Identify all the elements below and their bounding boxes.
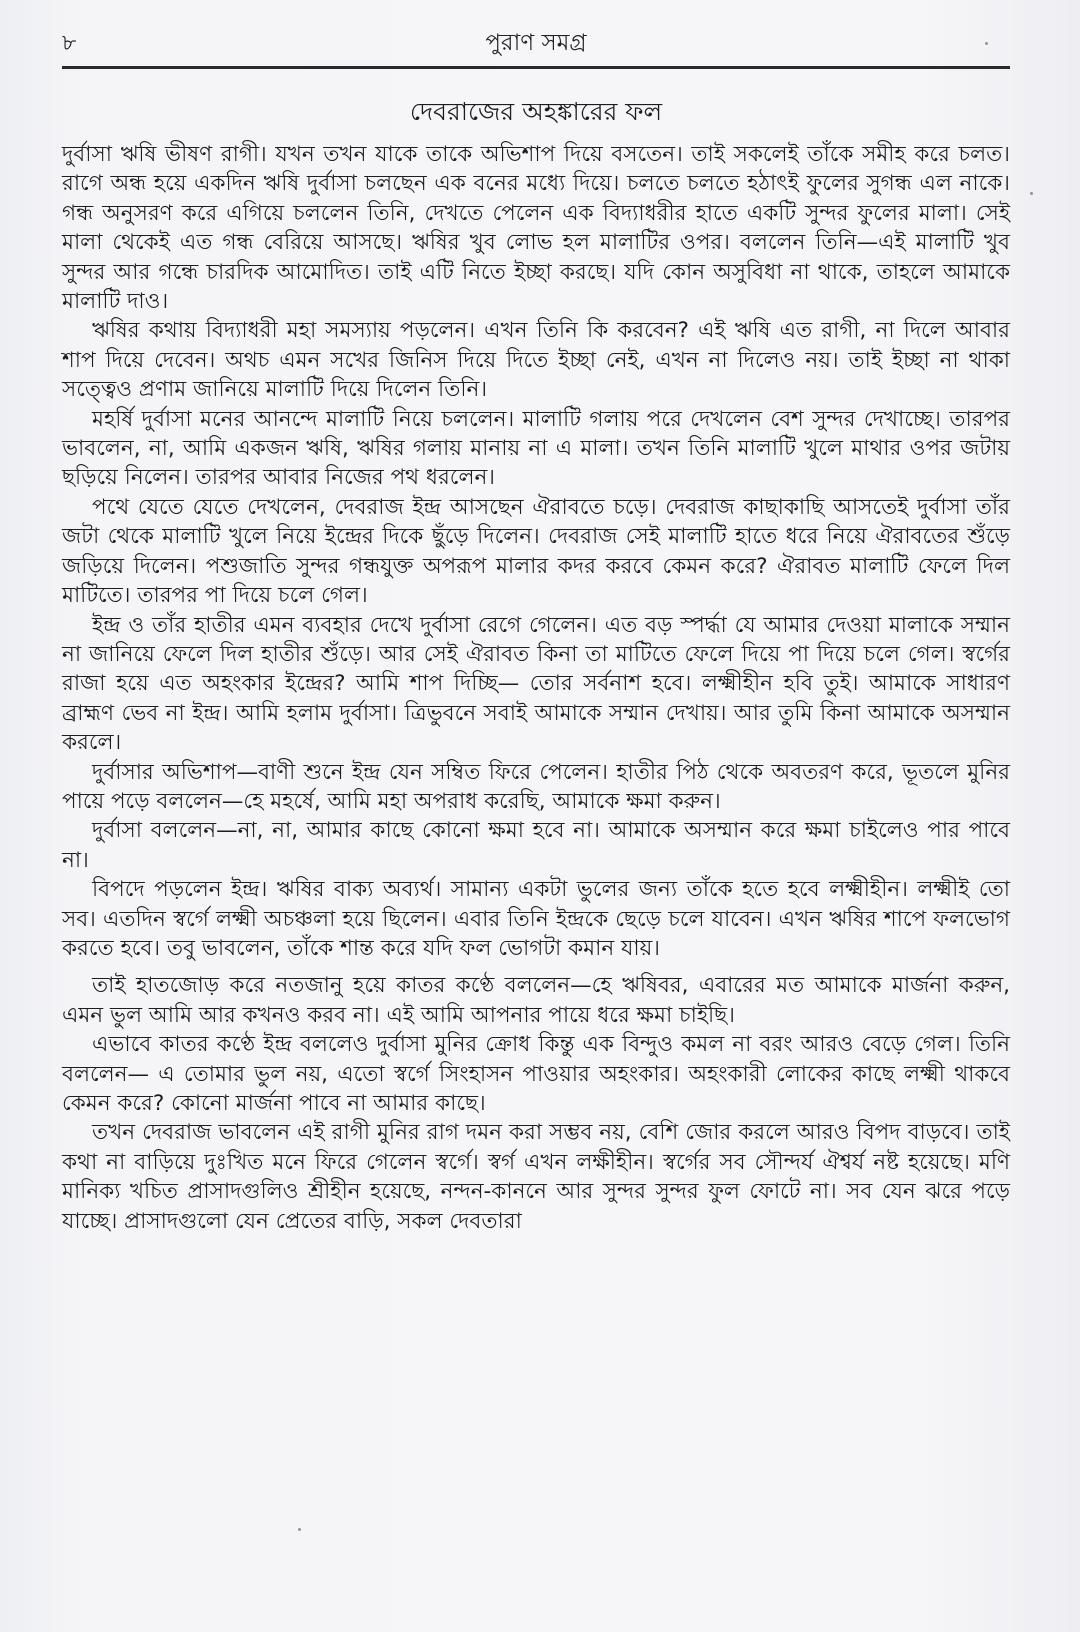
running-title: পুরাণ সমগ্র <box>485 30 587 56</box>
paragraph-4: পথে যেতে যেতে দেখলেন, দেবরাজ ইন্দ্র আসছেন ঐরাবতে চড়ে। দেবরাজ কাছাকাছি আসতেই দুর্বাসা তাঁর জটা থেকে মালাটি খুলে নিয়ে ইন্দ্রের দিকে ছুঁড়ে দিলেন। দেবরাজ সেই মালাটি হাতে ধরে নিয়ে ঐরাবতের শুঁড়ে জড়িয়ে দিলেন। পশুজাতি সুন্দর গন্ধযুক্ত অপরূপ মালার কদর করবে কেমন করে? ঐরাবত মালাটি ফেলে দিল মাটিতে। তারপর পা দিয়ে চলে গেল। <box>62 494 1010 609</box>
paragraph-2: ঋষির কথায় বিদ্যাধরী মহা সমস্যায় পড়লেন। এখন তিনি কি করবেন? এই ঋষি এত রাগী, না দিলে আবার শাপ দিয়ে দেবেন। অথচ এমন সখের জিনিস দিয়ে দিতে ইচ্ছা নেই, এখন না দিলেও নয়। তাই ইচ্ছা না থাকা সত্ত্বেও প্রণাম জানিয়ে মালাটি দিয়ে দিলেন তিনি। <box>62 318 1010 403</box>
paragraph-3: মহর্ষি দুর্বাসা মনের আনন্দে মালাটি নিয়ে চললেন। মালাটি গলায় পরে দেখলেন বেশ সুন্দর দেখাচ্ছে। তারপর ভাবলেন, না, আমি একজন ঋষি, ঋষির গলায় মানায় না এ মালা। তখন তিনি মালাটি খুলে মাথার ওপর জটায় ছড়িয়ে নিলেন। তারপর আবার নিজের পথ ধরলেন। <box>62 406 1010 491</box>
header-rule-divider <box>62 66 1010 69</box>
scan-speck <box>985 42 988 45</box>
paragraph-7: দুর্বাসা বললেন—না, না, আমার কাছে কোনো ক্ষমা হবে না। আমাকে অসম্মান করে ক্ষমা চাইলেও পার পাবে না। <box>62 818 1010 873</box>
body-text <box>62 140 1010 1236</box>
scan-speck <box>1030 192 1033 195</box>
paragraph-1: দুর্বাসা ঋষি ভীষণ রাগী। যখন তখন যাকে তাকে অভিশাপ দিয়ে বসতেন। তাই সকলেই তাঁকে সমীহ করে চলত। রাগে অন্ধ হয়ে একদিন ঋষি দুর্বাসা চলছেন এক বনের মধ্যে দিয়ে। চলতে চলতে হঠাৎই ফুলের সুগন্ধ এল নাকে। গন্ধ অনুসরণ করে এগিয়ে চললেন তিনি, দেখতে পেলেন এক বিদ্যাধরীর হাতে একটি সুন্দর ফুলের মালা। সেই মালা থেকেই এত গন্ধ বেরিয়ে আসছে। ঋষির খুব লোভ হল মালাটির ওপর। বললেন তিনি—এই মালাটি খুব সুন্দর আর গন্ধে চারদিক আমোদিত। তাই এটি নিতে ইচ্ছা করছে। যদি কোন অসুবিধা না থাকে, তাহলে আমাকে মালাটি দাও। <box>62 142 1010 315</box>
page-header <box>62 18 1010 66</box>
scan-speck <box>298 1528 301 1531</box>
paragraph-6: দুর্বাসার অভিশাপ—বাণী শুনে ইন্দ্র যেন সম্বিত ফিরে পেলেন। হাতীর পিঠ থেকে অবতরণ করে, ভূতলে মুনির পায়ে পড়ে বললেন—হে মহর্ষে, আমি মহা অপরাধ করেছি, আমাকে ক্ষমা করুন। <box>62 759 1010 814</box>
chapter-title: দেবরাজের অহঙ্কারের ফল <box>409 97 663 126</box>
page-number: ৮ <box>62 31 77 56</box>
paragraph-10: এভাবে কাতর কণ্ঠে ইন্দ্র বললেও দুর্বাসা মুনির ক্রোধ কিন্তু এক বিন্দুও কমল না বরং আরও বেড়ে গেল। তিনি বললেন— এ তোমার ভুল নয়, এতো স্বর্গে সিংহাসন পাওয়ার অহংকার। অহংকারী লোকের কাছে লক্ষ্মী থাকবে কেমন করে? কোনো মার্জনা পাবে না আমার কাছে। <box>62 1032 1010 1116</box>
paragraph-11: তখন দেবরাজ ভাবলেন এই রাগী মুনির রাগ দমন করা সম্ভব নয়, বেশি জোর করলে আরও বিপদ বাড়বে। তাই কথা না বাড়িয়ে দুঃখিত মনে ফিরে গেলেন স্বর্গে। স্বর্গ এখন লক্ষীহীন। স্বর্গের সব সৌন্দর্য ঐশ্বর্য নষ্ট হয়েছে। মণি মানিক্য খচিত প্রাসাদগুলিও শ্রীহীন হয়েছে, নন্দন-কাননে আর সুন্দর সুন্দর ফুল ফোটে না। সব যেন ঝরে পড়ে যাচ্ছে। প্রাসাদগুলো যেন প্রেতের বাড়ি, সকল দেবতারা <box>62 1120 1010 1234</box>
paragraph-5: ইন্দ্র ও তাঁর হাতীর এমন ব্যবহার দেখে দুর্বাসা রেগে গেলেন। এত বড় স্পর্দ্ধা যে আমার দেওয়া মালাকে সম্মান না জানিয়ে ফেলে দিল হাতীর শুঁড়ে। আর সেই ঐরাবত কিনা তা মাটিতে ফেলে দিয়ে পা দিয়ে চলে গেল। স্বর্গের রাজা হয়ে এত অহংকার ইন্দ্রের? আমি শাপ দিচ্ছি— তোর সর্বনাশ হবে। লক্ষ্মীহীন হবি তুই। আমাকে সাধারণ ব্রাহ্মণ ভেব না ইন্দ্র। আমি হলাম দুর্বাসা। ত্রিভুবনে সবাই আমাকে সম্মান দেখায়। আর তুমি কিনা আমাকে অসম্মান করলে। <box>62 612 1010 756</box>
paragraph-9: তাই হাতজোড় করে নতজানু হয়ে কাতর কণ্ঠে বললেন—হে ঋষিবর, এবারের মত আমাকে মার্জনা করুন, এমন ভুল আমি আর কখনও করব না। এই আমি আপনার পায়ে ধরে ক্ষমা চাইছি। <box>62 973 1010 1028</box>
paragraph-8: বিপদে পড়লেন ইন্দ্র। ঋষির বাক্য অব্যর্থ। সামান্য একটা ভুলের জন্য তাঁকে হতে হবে লক্ষ্মীহীন। লক্ষ্মীই তো সব। এতদিন স্বর্গে লক্ষ্মী অচঞ্চলা হয়ে ছিলেন। এবার তিনি ইন্দ্রকে ছেড়ে চলে যাবেন। এখন ঋষির শাপে ফলভোগ করতে হবে। তবু ভাবলেন, তাঁকে শান্ত করে যদি ফল ভোগটা কমান যায়। <box>62 877 1010 961</box>
